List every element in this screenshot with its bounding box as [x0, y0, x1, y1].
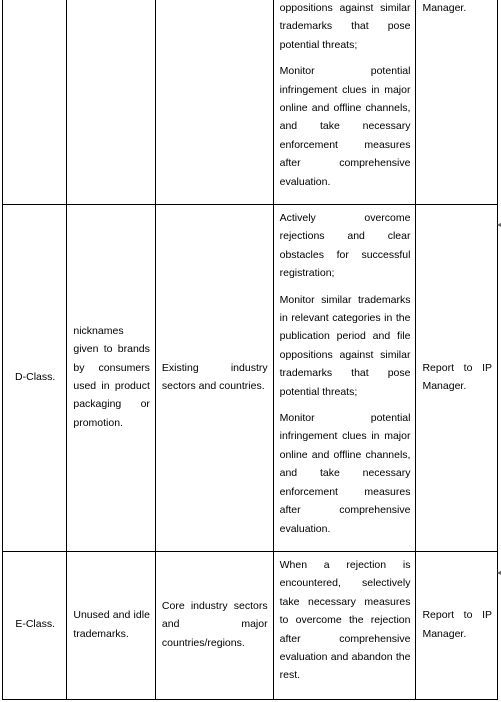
description-cell: [67, 0, 156, 205]
class-cell: [3, 0, 67, 205]
report-cell: Report to IP Manager.: [416, 552, 498, 700]
description-cell: Unused and idle trademarks.: [67, 552, 156, 700]
measures-cell: [273, 205, 416, 552]
trademark-policy-table: [2, 0, 498, 700]
measure-paragraph: Actively overcome rejections and clear obstacles for successful registration;: [279, 212, 411, 280]
report-cell: Manager.: [416, 0, 498, 205]
scope-cell: Existing industry sectors and countries.: [155, 205, 273, 552]
measure-paragraph: Monitor similar trademarks in relevant categories in the publication period and file oppositions against similar trademarks that pose potential threats;: [279, 293, 411, 398]
measure-paragraph: When a rejection is encountered, selectively take necessary measures to overcome the rejection after comprehensive evaluation and abandon the rest.: [279, 559, 411, 682]
measure-paragraph: Monitor potential infringement clues in major online and offline channels, and take necessary enforcement measures after comprehensive evaluation.: [279, 65, 411, 188]
class-cell: E-Class.: [3, 552, 67, 700]
description-cell: nicknames given to brands by consumers used in product packaging or promotion.: [67, 205, 156, 552]
table-row: [3, 0, 498, 205]
measure-paragraph: oppositions against similar trademarks that pose potential threats;: [279, 2, 411, 51]
measures-cell: [273, 0, 416, 205]
scope-cell: [155, 0, 273, 205]
row-marker-icon: ◂: [497, 220, 501, 229]
measures-cell: [273, 552, 416, 700]
class-cell: D-Class.: [3, 205, 67, 552]
report-cell: Report to IP Manager.: [416, 205, 498, 552]
table-row: [3, 205, 498, 552]
row-marker-icon: ◂: [497, 568, 501, 577]
scope-cell: Core industry sectors and major countries/regions.: [155, 552, 273, 700]
table-row: [3, 552, 498, 700]
measure-paragraph: Monitor potential infringement clues in major online and offline channels, and take necessary enforcement measures after comprehensive evaluation.: [279, 412, 411, 535]
